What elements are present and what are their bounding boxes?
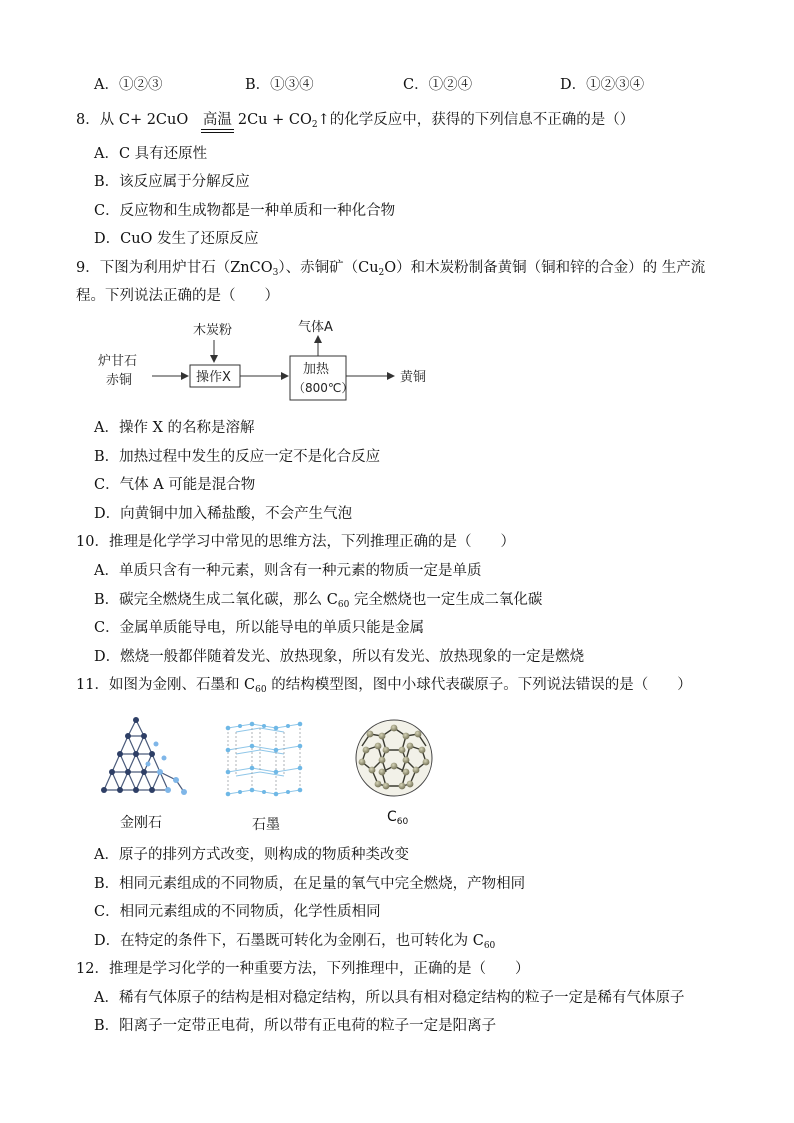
q9-option-c: C．气体 A 可能是混合物 [94,477,256,493]
q11-option-b: B．相同元素组成的不同物质，在足量的氧气中完全燃烧，产物相同 [94,876,526,892]
q9-option-a: A．操作 X 的名称是溶解 [94,420,255,436]
q8-option-a: A．C 具有还原性 [94,146,208,162]
q11-option-d: D．在特定的条件下，石墨既可转化为金刚石，也可转化为 $C_{60}$ [94,933,496,951]
q11-option-c: C．相同元素组成的不同物质，化学性质相同 [94,904,381,920]
q10-option-a: A．单质只含有一种元素，则含有一种元素的物质一定是单质 [94,563,482,579]
q9-product: 黄铜 [400,370,427,385]
c60-caption: $C_{60}$ [387,809,409,827]
q11-stem: 11．如图为金刚、石墨和 $C_{60}$ 的结构模型图，图中小球代表碳原子。下列说法错误的是（ ） [76,677,692,695]
q9-option-d: D．向黄铜中加入稀盐酸，不会产生气泡 [94,506,353,522]
q9-flow-diagram [90,318,450,408]
q7-option-b: B．①③④ [245,77,314,93]
q8-option-c: C．反应物和生成物都是一种单质和一种化合物 [94,203,396,219]
diamond-structure-icon [100,714,190,798]
q9-input1: 炉甘石 [98,354,138,369]
q9-stem-line1: 9．下图为利用炉甘石（ZnCO$_3$）、赤铜矿$(Cu_2O)$和木炭粉制备黄铜（铜和锌的合金）的 生产流 [76,260,706,278]
q8-pre: 从 C+ 2CuO [99,112,193,128]
q8-number: 8． [76,112,100,128]
q7-option-a: A．①②③ [94,77,163,93]
q9-box1-label: 操作X [196,370,231,385]
q10-option-b: B．碳完全燃烧生成二氧化碳，那么 $C_{60}$ 完全燃烧也一定生成二氧化碳 [94,592,543,610]
q7-option-c: C．①②④ [403,77,473,93]
q10-option-c: C．金属单质能导电，所以能导电的单质只能是金属 [94,620,425,636]
q9-input2: 赤铜 [106,373,133,388]
q7-option-d: D．①②③④ [560,77,645,93]
q8-stem: 8．从 C+ 2CuO 高温 $2Cu + CO_2↑$的化学反应中，获得的下列信息不正确的是（） [76,110,634,135]
q8-option-d: D．CuO 发生了还原反应 [94,231,259,247]
q9-box2-line1: 加热 [303,362,330,377]
q10-option-d: D．燃烧一般都伴随着发光、放热现象，所以有发光、放热现象的一定是燃烧 [94,649,585,665]
graphite-structure-icon [222,720,306,800]
q9-box2-line2: （800℃） [293,381,354,395]
q8-option-b: B．该反应属于分解反应 [94,174,250,190]
q10-stem: 10．推理是化学学习中常见的思维方法，下列推理正确的是（ ） [76,534,515,550]
diamond-caption: 金刚石 [120,815,162,831]
q8-post-b: ↑的化学反应中，获得的下列信息不正确的是（） [317,112,635,128]
q8-condition: 高温 [203,110,232,130]
q12-option-a: A．稀有气体原子的结构是相对稳定结构，所以具有相对稳定结构的粒子一定是稀有气体原子 [94,990,685,1006]
q12-stem: 12．推理是学习化学的一种重要方法，下列推理中，正确的是（ ） [76,961,530,977]
q9-stem-line2: 程。下列说法正确的是（ ） [76,288,279,304]
graphite-caption: 石墨 [252,817,280,833]
q12-option-b: B．阳离子一定带正电荷，所以带有正电荷的粒子一定是阳离子 [94,1018,497,1034]
q8-post-a: 2Cu + CO [237,112,312,128]
q11-option-a: A．原子的排列方式改变，则构成的物质种类改变 [94,847,409,863]
q9-additive: 木炭粉 [193,323,233,338]
q9-option-b: B．加热过程中发生的反应一定不是化合反应 [94,449,381,465]
q9-gas: 气体A [298,320,333,335]
c60-structure-icon [352,716,436,800]
